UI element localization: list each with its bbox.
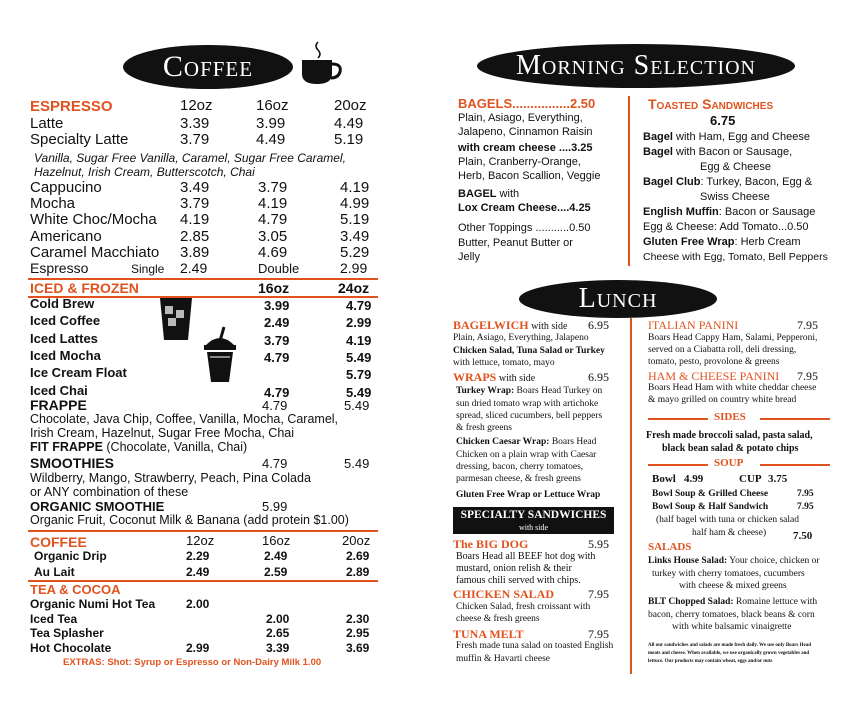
price: 5.95 bbox=[588, 537, 609, 551]
lox-line bbox=[458, 188, 519, 200]
price: 2.49 bbox=[180, 260, 208, 276]
item-desc: mustard, onion relish & their bbox=[456, 563, 572, 574]
price: 7.50 bbox=[793, 530, 813, 542]
price: 4.79 bbox=[262, 456, 288, 471]
menu-item-name: Mocha bbox=[30, 195, 76, 213]
iced-drink-icon bbox=[156, 292, 196, 342]
menu-item-name: Tea Splasher bbox=[30, 626, 104, 640]
price: 2.00 bbox=[186, 597, 210, 611]
price: 2.59 bbox=[264, 565, 288, 579]
toasted-desc: with Bacon or Sausage, bbox=[672, 146, 793, 158]
price: 5.99 bbox=[262, 499, 288, 514]
fit-frappe-desc: (Chocolate, Vanilla, Chai) bbox=[102, 440, 248, 454]
bagels-title: BAGELS................2.50 bbox=[458, 96, 596, 111]
size-header: 24oz bbox=[338, 280, 370, 296]
blt-salad bbox=[648, 597, 817, 607]
lox-bagel: BAGEL bbox=[458, 188, 497, 200]
price: 4.49 bbox=[334, 115, 364, 132]
item-desc: & fresh greens bbox=[456, 423, 512, 433]
flavors-text: Vanilla, Sugar Free Vanilla, Caramel, Sugar Free Caramel, bbox=[34, 151, 346, 165]
item-desc: bacon, cherry tomatoes, black beans & corn bbox=[648, 610, 815, 620]
tuna-melt-title: TUNA MELT bbox=[453, 627, 524, 641]
price: 2.99 bbox=[346, 315, 372, 331]
item-desc: Fresh made tuna salad on toasted English bbox=[456, 641, 614, 651]
price: 3.49 bbox=[180, 179, 210, 196]
tuna-melt bbox=[453, 627, 524, 642]
salads-title: SALADS bbox=[648, 541, 692, 553]
price: 4.69 bbox=[258, 243, 288, 261]
price: 3.99 bbox=[256, 115, 286, 132]
item-desc: parmesan cheese, & fresh greens bbox=[456, 474, 581, 484]
toasted-desc: : Turkey, Bacon, Egg & bbox=[700, 176, 813, 188]
wraps-title: WRAPS bbox=[453, 370, 497, 384]
menu-item-name: Espresso bbox=[30, 260, 89, 276]
toasted-desc: with Ham, Egg and Cheese bbox=[672, 131, 810, 143]
links-salad-desc: Your choice, chicken or bbox=[727, 556, 820, 566]
big-dog bbox=[453, 537, 528, 552]
price: 3.05 bbox=[258, 227, 288, 245]
price: 2.99 bbox=[340, 260, 368, 276]
organic-title: ORGANIC SMOOTHIE bbox=[30, 499, 165, 514]
item-desc: muffin & Havarti cheese bbox=[456, 654, 550, 664]
menu-item-name: Iced Lattes bbox=[30, 330, 98, 346]
toppings-desc: Butter, Peanut Butter or bbox=[458, 237, 573, 249]
iced-title: ICED & FROZEN bbox=[30, 280, 139, 296]
column-divider bbox=[630, 318, 632, 674]
frappe-desc: Chocolate, Java Chip, Coffee, Vanilla, Mocha, Caramel, bbox=[30, 412, 339, 426]
menu-item-name: Americano bbox=[30, 227, 102, 245]
item-desc: with lettuce, tomato, mayo bbox=[453, 358, 555, 368]
price: 3.99 bbox=[264, 298, 290, 313]
cup-label: CUP bbox=[739, 473, 762, 485]
sides-desc: Fresh made broccoli salad, pasta salad, bbox=[646, 430, 813, 441]
flavors-text: Hazelnut, Irish Cream, Butterscotch, Chai bbox=[34, 165, 255, 179]
footnote: All our sandwiches and salads are made fresh daily. We use only Boars Head bbox=[648, 643, 811, 648]
item-desc: with cheese & mixed greens bbox=[679, 581, 787, 591]
toasted-line bbox=[643, 131, 810, 143]
coffee-title: COFFEE bbox=[30, 534, 87, 550]
item-desc: & mayo grilled on country white bread bbox=[648, 395, 797, 405]
price: 4.19 bbox=[180, 211, 210, 229]
menu-item-name: Organic Numi Hot Tea bbox=[30, 597, 156, 611]
price: 2.29 bbox=[186, 549, 210, 563]
bagels-desc: Jalapeno, Cinnamon Raisin bbox=[458, 126, 593, 138]
chicken-salad-title: CHICKEN SALAD bbox=[453, 587, 555, 601]
price: 4.19 bbox=[346, 332, 372, 348]
price: 4.49 bbox=[256, 131, 286, 148]
espresso-title: ESPRESSO bbox=[30, 98, 113, 115]
price: 2.65 bbox=[266, 626, 290, 640]
toasted-item: Bagel bbox=[643, 146, 673, 158]
item-desc: Chicken on a plain wrap with Caesar bbox=[456, 450, 597, 460]
lox-price-line: Lox Cream Cheese....4.25 bbox=[458, 202, 591, 214]
wraps bbox=[453, 370, 535, 385]
item-desc: with white balsamic vinaigrette bbox=[672, 622, 792, 632]
price: 2.95 bbox=[346, 626, 370, 640]
size-header: 16oz bbox=[262, 533, 291, 548]
double-label: Double bbox=[258, 261, 300, 276]
blt-salad-desc: Romaine lettuce with bbox=[733, 597, 818, 607]
price: 5.49 bbox=[346, 349, 372, 365]
chicken-salad bbox=[453, 587, 554, 602]
size-header: 12oz bbox=[186, 533, 215, 548]
column-divider bbox=[628, 96, 630, 266]
gluten-free-text: Gluten Free Wrap or Lettuce Wrap bbox=[456, 490, 601, 500]
toppings-line: Other Toppings ...........0.50 bbox=[458, 222, 591, 234]
coffee-cup-icon bbox=[298, 40, 346, 86]
size-header: 20oz bbox=[334, 97, 367, 114]
price: 4.79 bbox=[264, 384, 290, 400]
cream-desc: Plain, Cranberry-Orange, bbox=[458, 156, 581, 168]
specialty-title: SPECIALTY SANDWICHES bbox=[460, 509, 607, 521]
price: 4.99 bbox=[684, 473, 704, 485]
price: 3.39 bbox=[180, 115, 210, 132]
price: 3.69 bbox=[346, 640, 370, 655]
toasted-price: 6.75 bbox=[710, 113, 736, 128]
item-desc: served on a Ciabatta roll, deli dressing, bbox=[648, 345, 797, 355]
big-dog-title: The BIG DOG bbox=[453, 537, 529, 551]
divider bbox=[760, 464, 830, 466]
frappe-title: FRAPPE bbox=[30, 397, 87, 413]
price: 3.39 bbox=[266, 640, 290, 655]
price: 7.95 bbox=[797, 489, 814, 499]
item-desc: Chicken Salad, fresh croissant with bbox=[456, 602, 591, 612]
tea-title: TEA & COCOA bbox=[30, 582, 121, 597]
item-desc: Plain, Asiago, Everything, Jalapeno bbox=[453, 333, 589, 343]
bagelwich-side: with side bbox=[528, 321, 568, 332]
toasted-item: Bagel Club bbox=[643, 176, 701, 188]
frappe-desc: Irish Cream, Hazelnut, Sugar Free Mocha, Chai bbox=[30, 426, 294, 440]
price: 3.79 bbox=[180, 195, 210, 213]
divider bbox=[760, 418, 830, 420]
price: 7.95 bbox=[797, 369, 818, 383]
price: 5.79 bbox=[346, 367, 372, 383]
caesar-wrap-name: Chicken Caesar Wrap: bbox=[456, 437, 550, 447]
bagelwich-title: BAGELWICH bbox=[453, 318, 529, 332]
price: 2.69 bbox=[346, 549, 370, 563]
item-desc: tomato, pesto, provolone & greens bbox=[648, 357, 780, 367]
menu-item-name: Au Lait bbox=[34, 565, 75, 579]
price: 7.95 bbox=[797, 502, 814, 512]
price: 5.19 bbox=[334, 131, 364, 148]
menu-item-name: Caramel Macchiato bbox=[30, 243, 160, 261]
toasted-desc: : Herb Cream bbox=[734, 236, 801, 248]
price: 4.79 bbox=[258, 211, 288, 229]
toppings-desc: Jelly bbox=[458, 251, 481, 263]
smoothie-icon bbox=[200, 325, 240, 385]
size-header: 16oz bbox=[258, 280, 290, 296]
footnote: meats and cheese. When available, we use organically grown vegetables and bbox=[648, 651, 810, 656]
turkey-wrap-name: Turkey Wrap: bbox=[456, 386, 515, 396]
price: 5.49 bbox=[344, 456, 370, 471]
toasted-line bbox=[643, 176, 812, 188]
lunch-banner: Lunch bbox=[519, 280, 717, 318]
smoothies-desc: Wildberry, Mango, Strawberry, Peach, Pina Colada bbox=[30, 471, 311, 485]
item-desc: Boars Head Ham with white cheddar cheese bbox=[648, 383, 817, 393]
divider bbox=[648, 418, 708, 420]
toasted-line: Swiss Cheese bbox=[700, 191, 770, 203]
toasted-line: Egg & Cheese: Add Tomato...0.50 bbox=[643, 221, 809, 233]
links-salad-name: Links House Salad: bbox=[648, 556, 728, 566]
price: 6.95 bbox=[588, 370, 609, 384]
price: 7.95 bbox=[797, 318, 818, 332]
item-desc: spread, sliced cucumbers, bell peppers bbox=[456, 411, 603, 421]
toasted-line bbox=[643, 146, 792, 158]
price: 3.49 bbox=[340, 227, 370, 245]
menu-item-name: Specialty Latte bbox=[30, 131, 129, 148]
blt-salad-name: BLT Chopped Salad: bbox=[648, 597, 734, 607]
cream-cheese-line: with cream cheese ....3.25 bbox=[458, 142, 593, 154]
fit-frappe bbox=[30, 440, 247, 454]
extras-text: EXTRAS: Shot: Syrup or Espresso or Non-Dairy Milk 1.00 bbox=[63, 657, 322, 668]
smoothies-desc: or ANY combination of these bbox=[30, 485, 189, 499]
price: 4.79 bbox=[262, 398, 288, 413]
coffee-banner: Coffee bbox=[123, 45, 293, 89]
sides-desc: black bean salad & potato chips bbox=[662, 443, 799, 454]
item-desc: Boars Head Cappy Ham, Salami, Pepperoni, bbox=[648, 333, 818, 343]
italian-panini-title: ITALIAN PANINI bbox=[648, 318, 739, 332]
item-desc: half ham & cheese) bbox=[692, 528, 767, 538]
price: 7.95 bbox=[588, 587, 609, 601]
caesar-wrap-desc: Boars Head bbox=[549, 437, 597, 447]
price: 4.19 bbox=[258, 195, 288, 213]
price: 3.79 bbox=[264, 332, 290, 348]
size-header: 16oz bbox=[256, 97, 289, 114]
menu-item-name: Iced Coffee bbox=[30, 313, 101, 329]
size-header: 20oz bbox=[342, 533, 371, 548]
bagels-desc: Plain, Asiago, Everything, bbox=[458, 112, 583, 124]
menu-item-name: Iced Tea bbox=[30, 611, 78, 626]
cream-desc: Herb, Bacon Scallion, Veggie bbox=[458, 170, 601, 182]
menu-item-name: Hot Chocolate bbox=[30, 640, 112, 655]
menu-item-name: Ice Cream Float bbox=[30, 365, 127, 381]
toasted-line bbox=[643, 206, 815, 218]
soup-combo: Bowl Soup & Grilled Cheese bbox=[652, 489, 769, 499]
price: 2.49 bbox=[186, 565, 210, 579]
price: 4.79 bbox=[264, 349, 290, 365]
turkey-wrap bbox=[456, 386, 602, 396]
price: 3.79 bbox=[258, 179, 288, 196]
price: 7.95 bbox=[588, 627, 609, 641]
price: 2.30 bbox=[346, 611, 370, 626]
organic-desc: Organic Fruit, Coconut Milk & Banana (add protein $1.00) bbox=[30, 513, 349, 527]
divider bbox=[648, 464, 708, 466]
smoothies-title: SMOOTHIES bbox=[30, 455, 115, 471]
toasted-item: English Muffin bbox=[643, 206, 719, 218]
soup-title: SOUP bbox=[714, 457, 744, 469]
single-label: Single bbox=[131, 262, 165, 276]
soup-combo: Bowl Soup & Half Sandwich bbox=[652, 502, 769, 512]
item-desc: sun dried tomato wrap with artichoke bbox=[456, 399, 599, 409]
specialty-sub: with side bbox=[518, 523, 549, 532]
price: 4.99 bbox=[340, 195, 370, 213]
item-desc: famous chili served with chips. bbox=[456, 575, 581, 586]
item-desc: turkey with cherry tomatoes, cucumbers bbox=[652, 569, 805, 579]
morning-banner: Morning Selection bbox=[477, 44, 795, 88]
item-desc: cheese & fresh greens bbox=[456, 614, 540, 624]
toasted-desc: : Bacon or Sausage bbox=[718, 206, 816, 218]
toasted-title: Toasted Sandwiches bbox=[648, 96, 774, 112]
size-header: 12oz bbox=[180, 97, 213, 114]
price: 5.29 bbox=[340, 243, 370, 261]
sides-title: SIDES bbox=[714, 411, 746, 423]
toasted-item: Gluten Free Wrap bbox=[643, 236, 735, 248]
price: 5.49 bbox=[344, 398, 370, 413]
item-desc: Chicken Salad, Tuna Salad or Turkey bbox=[453, 346, 605, 356]
ham-panini-title: HAM & CHEESE PANINI bbox=[648, 369, 780, 383]
price: 2.49 bbox=[264, 549, 288, 563]
menu-item-name: Organic Drip bbox=[34, 549, 107, 563]
price: 4.79 bbox=[346, 298, 372, 313]
price: 4.19 bbox=[340, 179, 370, 196]
lox-with: with bbox=[496, 188, 520, 200]
price: 2.89 bbox=[346, 565, 370, 579]
menu-item-name: Cappucino bbox=[30, 179, 102, 196]
bowl-label: Bowl bbox=[652, 473, 676, 485]
menu-item-name: Iced Mocha bbox=[30, 347, 101, 363]
menu-item-name: Iced Chai bbox=[30, 382, 88, 398]
price: 3.75 bbox=[768, 473, 788, 485]
item-desc: (half bagel with tuna or chicken salad bbox=[656, 515, 799, 525]
menu-item-name: White Choc/Mocha bbox=[30, 211, 157, 229]
fit-frappe-title: FIT FRAPPE bbox=[30, 440, 103, 454]
divider bbox=[28, 530, 378, 532]
menu-item-name: Latte bbox=[30, 115, 64, 132]
bagelwich bbox=[453, 318, 567, 333]
toasted-item: Bagel bbox=[643, 131, 673, 143]
price: 5.49 bbox=[346, 384, 372, 400]
turkey-wrap-desc: Boars Head Turkey on bbox=[514, 386, 603, 396]
price: 3.79 bbox=[180, 131, 210, 148]
toasted-line: Egg & Cheese bbox=[700, 161, 771, 173]
links-salad bbox=[648, 556, 820, 566]
footnote: lettuce. Our products may contain wheat, eggs and/or nuts bbox=[648, 659, 773, 664]
item-desc: dressing, bacon, cherry tomatoes, bbox=[456, 462, 584, 472]
wraps-side: with side bbox=[496, 373, 536, 384]
price: 2.49 bbox=[264, 315, 290, 331]
price: 5.19 bbox=[340, 211, 370, 229]
price: 6.95 bbox=[588, 318, 609, 332]
price: 2.00 bbox=[266, 611, 290, 626]
specialty-header bbox=[453, 507, 614, 534]
menu-item-name: Cold Brew bbox=[30, 296, 95, 311]
item-desc: Boars Head all BEEF hot dog with bbox=[456, 551, 596, 562]
price: 2.99 bbox=[186, 640, 210, 655]
toasted-line: Cheese with Egg, Tomato, Bell Peppers bbox=[643, 251, 828, 263]
caesar-wrap bbox=[456, 437, 596, 447]
price: 3.89 bbox=[180, 243, 210, 261]
price: 2.85 bbox=[180, 227, 210, 245]
toasted-line bbox=[643, 236, 801, 248]
